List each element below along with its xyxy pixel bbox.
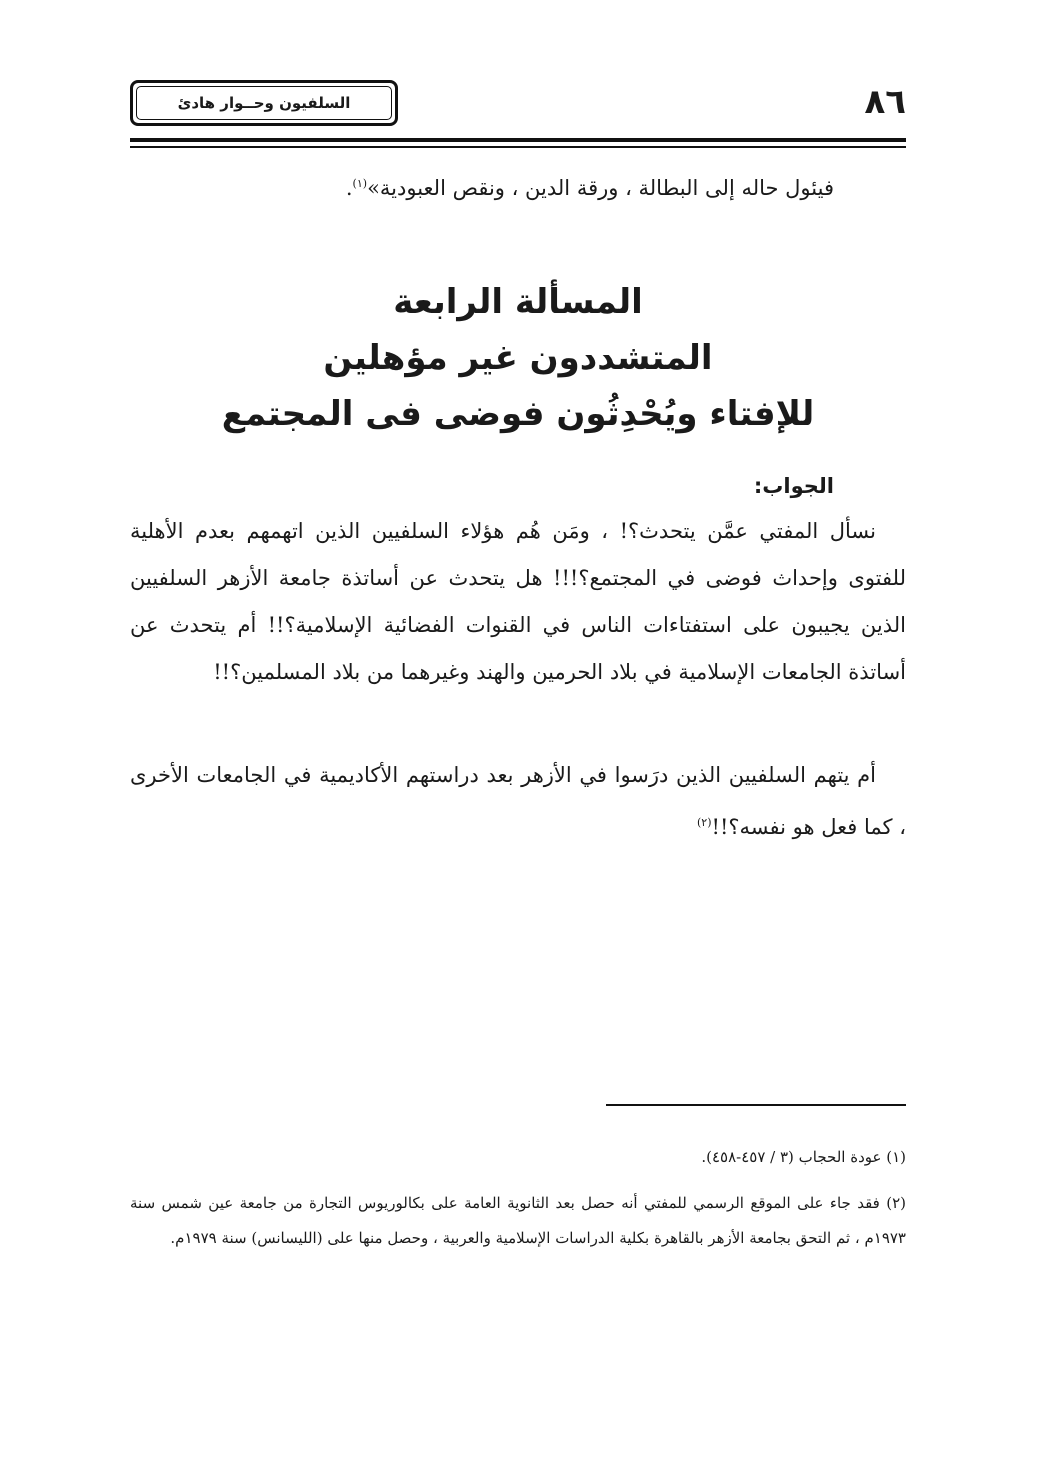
footnote-ref-2: (٢) <box>696 816 712 829</box>
section-heading <box>130 274 906 442</box>
paragraph-2 <box>130 752 906 851</box>
footnote-1: (١) عودة الحجاب (٣ / ٤٥٧-٤٥٨). <box>701 1148 906 1166</box>
page-number: ٨٦ <box>864 82 906 122</box>
carry-over-line <box>194 164 834 208</box>
footnote-ref-1: (١) <box>352 177 368 190</box>
footnote-2: (٢) فقد جاء على الموقع الرسمي للمفتي أنه حصل بعد الثانوية العامة على بكالوريوس التجارة من جامعة عين شمس سنة ١٩٧٣م ، ثم التحق بجامعة الأزهر بالقاهرة بكلية الدراسات الإسلامية والعربية ، وحصل منها على (الليسانس) سنة ١٩٧٩م. <box>130 1194 906 1247</box>
answer-label: الجواب: <box>753 474 834 498</box>
header-rule-thin <box>130 146 906 148</box>
header-rule-thick <box>130 138 906 142</box>
footnote-separator <box>606 1104 906 1106</box>
running-head-frame <box>130 80 398 126</box>
heading-line-2: المتشددون غير مؤهلين <box>323 338 713 378</box>
heading-line-1: المسألة الرابعة <box>393 282 643 322</box>
paragraph-1: نسأل المفتي عمَّن يتحدث؟! ، ومَن هُم هؤلاء السلفيين الذين اتهمهم بعدم الأهلية للفتوى وإحداث فوضى في المجتمع؟!!! هل يتحدث عن أساتذة جامعة الأزهر السلفيين الذين يجيبون على استفتاءات الناس في القنوات الفضائية الإسلامية؟!! أم يتحدث عن أساتذة الجامعات الإسلامية في بلاد الحرمين والهند وغيرهما من بلاد المسلمين؟!! <box>130 519 906 684</box>
carry-over-end: . <box>345 176 353 200</box>
paragraph-2-text: أم يتهم السلفيين الذين درَسوا في الأزهر بعد دراستهم الأكاديمية في الجامعات الأخرى ، كما فعل هو نفسه؟!! <box>130 763 906 839</box>
heading-line-3: للإفتاء ويُحْدِثُون فوضى فى المجتمع <box>221 394 815 434</box>
carry-over-text: فيئول حاله إلى البطالة ، ورقة الدين ، ونقص العبودية» <box>367 176 834 200</box>
running-head-title: السلفيون وحــوار هادئ <box>136 86 392 120</box>
